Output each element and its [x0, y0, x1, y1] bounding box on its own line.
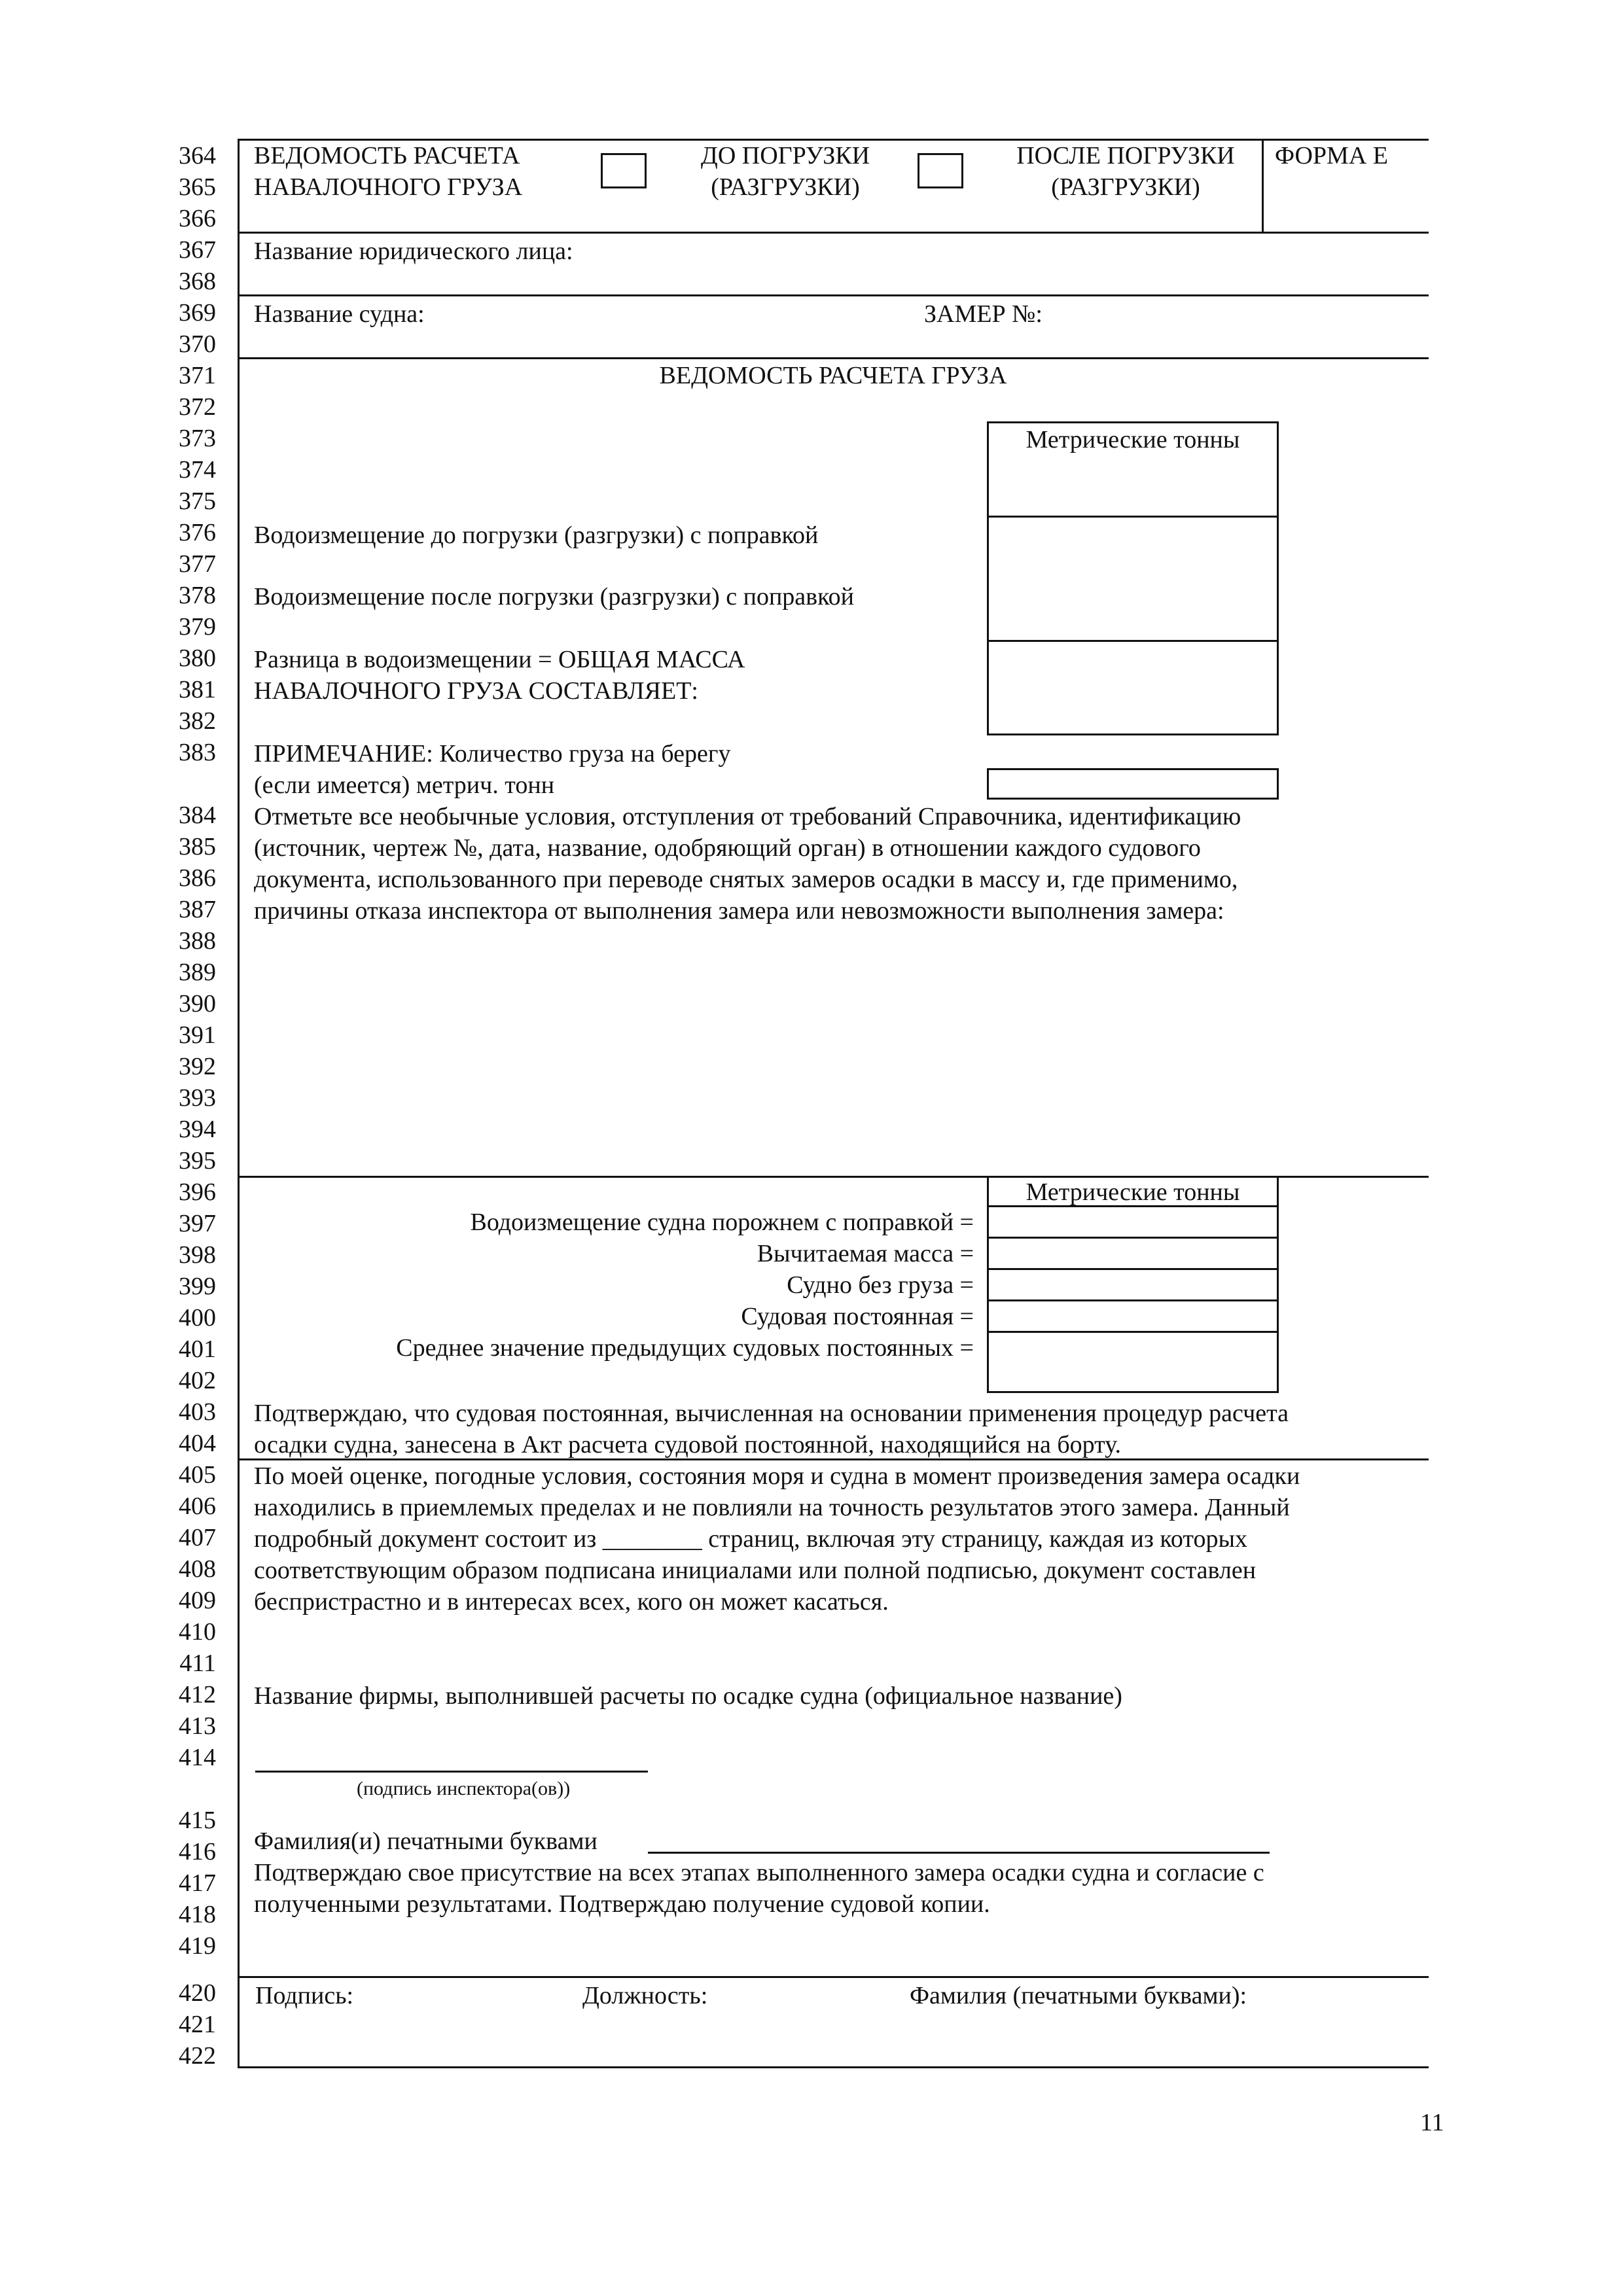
- constants-column: [987, 1176, 1279, 1393]
- line-number: 364: [179, 142, 216, 169]
- after-label-line-2: (РАЗГРУЗКИ): [1051, 173, 1200, 201]
- presence-line: Подтверждаю свое присутствие на всех этапах выполненного замера осадки судна и согласие с: [254, 1859, 1264, 1886]
- line-number: 388: [179, 927, 216, 955]
- line-number: 387: [179, 896, 216, 923]
- vessel-name-label: Название судна:: [254, 300, 425, 328]
- line-number: 365: [179, 173, 216, 201]
- header-top-rule: [238, 139, 1429, 141]
- line-number: 413: [179, 1712, 216, 1740]
- position-field-label: Должность:: [582, 1982, 708, 2009]
- line-number: 397: [179, 1210, 216, 1237]
- opinion-line: подробный документ состоит из ________ страниц, включая эту страницу, каждая из которых: [254, 1525, 1247, 1553]
- line-number: 395: [179, 1147, 216, 1174]
- line-number: 376: [179, 519, 216, 546]
- legal-entity-label: Название юридического лица:: [254, 238, 573, 265]
- cell-divider: [987, 1268, 1279, 1270]
- cell-divider: [987, 1331, 1279, 1333]
- line-number: 399: [179, 1273, 216, 1300]
- rule: [238, 232, 1429, 234]
- cell-divider: [987, 640, 1279, 642]
- line-number: 390: [179, 990, 216, 1017]
- average-constant-label: Среднее значение предыдущих судовых постоянных =: [396, 1334, 974, 1362]
- line-number: 409: [179, 1587, 216, 1614]
- line-number: 398: [179, 1241, 216, 1269]
- line-number: 402: [179, 1367, 216, 1394]
- survey-number-label: ЗАМЕР №:: [924, 300, 1043, 328]
- cell-divider: [987, 1299, 1279, 1301]
- line-number: 393: [179, 1084, 216, 1112]
- lightship-displacement-label: Водоизмещение судна порожнем с поправкой =: [470, 1209, 974, 1236]
- signature-line[interactable]: [255, 1771, 648, 1773]
- line-number: 371: [179, 362, 216, 389]
- line-number: 375: [179, 487, 216, 515]
- line-number: 385: [179, 833, 216, 860]
- title-line-2: НАВАЛОЧНОГО ГРУЗА: [254, 173, 523, 201]
- firm-name-label: Название фирмы, выполнившей расчеты по осадке судна (официальное название): [254, 1682, 1122, 1710]
- metric-tonnes-column: [987, 421, 1279, 735]
- signature-caption: (подпись инспектора(ов)): [357, 1778, 571, 1799]
- metric-tonnes-header: Метрические тонны: [1026, 426, 1240, 453]
- remarks-line: документа, использованного при переводе снятых замеров осадки в массу и, где применимо,: [254, 866, 1238, 893]
- form-label: ФОРМА Е: [1275, 142, 1389, 169]
- line-number: 419: [179, 1932, 216, 1960]
- remarks-line: (источник, чертеж №, дата, название, одобряющий орган) в отношении каждого судового: [254, 834, 1201, 862]
- confirm-line: осадки судна, занесена в Акт расчета судовой постоянной, находящийся на борту.: [254, 1431, 1121, 1458]
- form-cell-divider: [1262, 139, 1264, 234]
- line-number: 404: [179, 1430, 216, 1457]
- ship-without-cargo-label: Судно без груза =: [787, 1271, 974, 1299]
- confirm-line: Подтверждаю, что судовая постоянная, вычисленная на основании применения процедур расчета: [254, 1400, 1289, 1427]
- remarks-line: причины отказа инспектора от выполнения замера или невозможности выполнения замера:: [254, 897, 1224, 925]
- line-number: 418: [179, 1901, 216, 1928]
- after-label-line-1: ПОСЛЕ ПОГРУЗКИ: [1016, 142, 1235, 169]
- opinion-line: соответствующим образом подписана инициалами или полной подписью, документ составлен: [254, 1557, 1257, 1584]
- signature-field-label: Подпись:: [255, 1982, 354, 2009]
- shore-cargo-field[interactable]: [987, 768, 1279, 800]
- before-label-line-2: (РАЗГРУЗКИ): [711, 173, 860, 201]
- rule: [238, 294, 1429, 296]
- line-number: 405: [179, 1461, 216, 1489]
- page-number: 11: [1420, 2109, 1444, 2136]
- line-number: 408: [179, 1555, 216, 1583]
- line-number: 383: [179, 739, 216, 766]
- cell-divider: [987, 516, 1279, 518]
- line-number: 368: [179, 268, 216, 295]
- deductibles-label: Вычитаемая масса =: [757, 1240, 974, 1267]
- line-number: 414: [179, 1744, 216, 1771]
- surname-label: Фамилия(и) печатными буквами: [254, 1828, 597, 1855]
- line-number: 389: [179, 959, 216, 986]
- line-number: 417: [179, 1869, 216, 1897]
- line-number: 421: [179, 2011, 216, 2038]
- line-number: 367: [179, 236, 216, 264]
- line-number: 377: [179, 550, 216, 578]
- line-number: 392: [179, 1053, 216, 1080]
- line-number: 378: [179, 582, 216, 609]
- line-number: 382: [179, 707, 216, 735]
- after-loading-checkbox[interactable]: [918, 153, 963, 188]
- line-number: 420: [179, 1979, 216, 2007]
- line-number: 400: [179, 1304, 216, 1332]
- line-number: 366: [179, 205, 216, 232]
- cell-divider: [987, 1205, 1279, 1207]
- ship-constant-label: Судовая постоянная =: [741, 1303, 974, 1330]
- line-number: 411: [179, 1650, 216, 1677]
- surname-line[interactable]: [648, 1852, 1270, 1854]
- difference-line-1: Разница в водоизмещении = ОБЩАЯ МАССА: [254, 646, 745, 673]
- line-number: 391: [179, 1021, 216, 1049]
- line-number: 403: [179, 1398, 216, 1426]
- line-number: 416: [179, 1838, 216, 1865]
- bottom-rule: [238, 2066, 1429, 2068]
- presence-line: полученными результатами. Подтверждаю получение судовой копии.: [254, 1890, 990, 1918]
- before-label-line-1: ДО ПОГРУЗКИ: [700, 142, 870, 169]
- displacement-after-label: Водоизмещение после погрузки (разгрузки) с поправкой: [254, 583, 854, 610]
- line-number: 386: [179, 864, 216, 892]
- opinion-line: По моей оценке, погодные условия, состояния моря и судна в момент произведения замера осадки: [254, 1462, 1300, 1490]
- remarks-line: Отметьте все необычные условия, отступления от требований Справочника, идентификацию: [254, 803, 1241, 830]
- difference-line-2: НАВАЛОЧНОГО ГРУЗА СОСТАВЛЯЕТ:: [254, 677, 698, 705]
- constants-unit-header: Метрические тонны: [1026, 1178, 1240, 1206]
- rule: [238, 1976, 1429, 1978]
- left-border: [238, 139, 240, 2068]
- title-line-1: ВЕДОМОСТЬ РАСЧЕТА: [254, 142, 520, 169]
- line-number: 406: [179, 1492, 216, 1520]
- line-number: 401: [179, 1335, 216, 1363]
- line-number: 373: [179, 425, 216, 452]
- line-number: 380: [179, 645, 216, 672]
- line-number: 379: [179, 613, 216, 641]
- line-number: 410: [179, 1618, 216, 1646]
- line-number: 372: [179, 393, 216, 421]
- line-number: 396: [179, 1178, 216, 1206]
- cell-divider: [987, 1237, 1279, 1239]
- rule: [238, 357, 1429, 359]
- line-number: 370: [179, 330, 216, 358]
- printed-surname-label: Фамилия (печатными буквами):: [910, 1982, 1247, 2009]
- displacement-before-label: Водоизмещение до погрузки (разгрузки) с поправкой: [254, 521, 819, 549]
- opinion-line: беспристрастно и в интересах всех, кого он может касаться.: [254, 1588, 889, 1616]
- note-line-2: (если имеется) метрич. тонн: [254, 771, 555, 799]
- line-number: 422: [179, 2042, 216, 2070]
- line-number: 369: [179, 299, 216, 327]
- line-number: 407: [179, 1524, 216, 1551]
- line-number: 415: [179, 1807, 216, 1834]
- before-loading-checkbox[interactable]: [601, 153, 647, 188]
- line-number: 412: [179, 1681, 216, 1708]
- opinion-line: находились в приемлемых пределах и не повлияли на точность результатов этого замера. Данный: [254, 1494, 1290, 1521]
- line-number: 384: [179, 802, 216, 829]
- section-title: ВЕДОМОСТЬ РАСЧЕТА ГРУЗА: [659, 362, 1007, 389]
- line-number: 394: [179, 1116, 216, 1143]
- line-number: 381: [179, 676, 216, 703]
- note-line-1: ПРИМЕЧАНИЕ: Количество груза на берегу: [254, 740, 731, 768]
- line-number: 374: [179, 456, 216, 484]
